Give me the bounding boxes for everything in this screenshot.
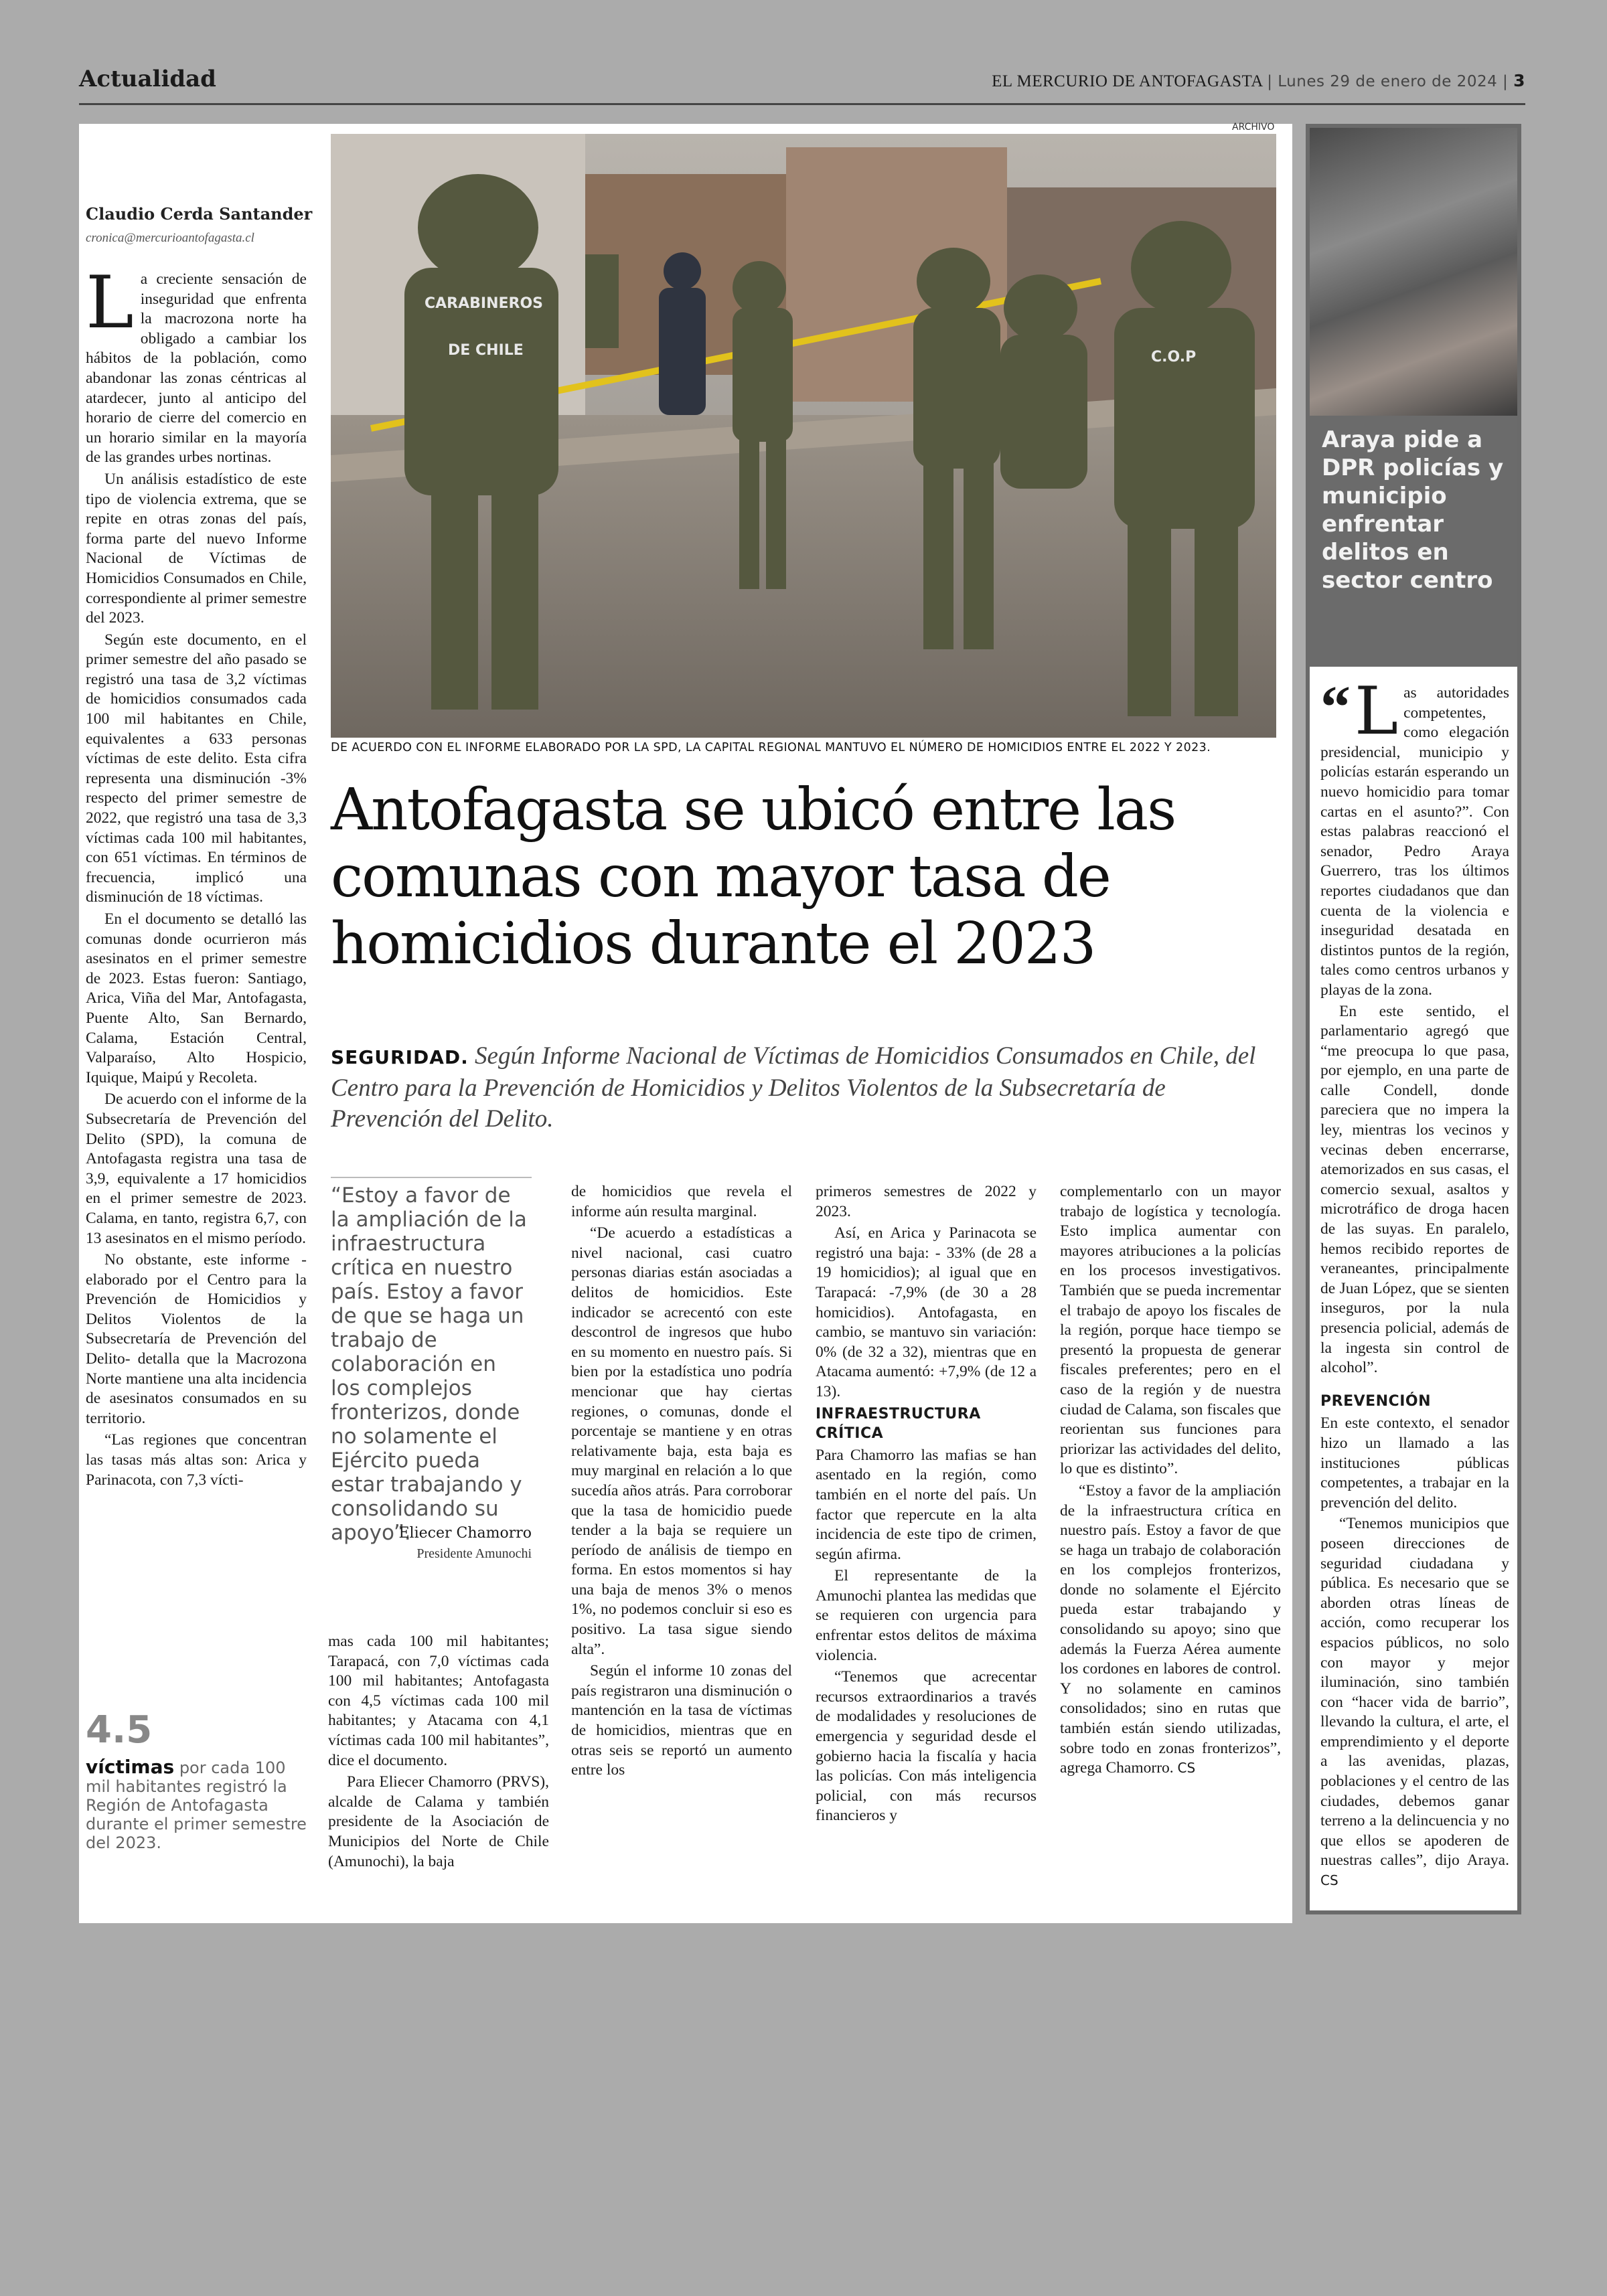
svg-text:CARABINEROS: CARABINEROS xyxy=(425,295,544,312)
article-column-5: complementarlo con un mayor trabajo de logística y tecnología. Esto implica aumentar con mayores atribuciones a la policías en los procesos investigativos. También que se pueda incrementar el trabajo de apoyo los fiscales de la región, porque hace tiempo se presentó la propuesta de generar fiscales preferentes; pero en el caso de la región y de nuestra ciudad de Calama, son fiscales que reorientan sus funciones para priorizar las actividades del delito, lo que es distinto”. “Estoy a favor de la ampliación de la infraestructura crítica en nuestro país. Estoy a favor de que se haga un trabajo de colaboración en los complejos fronterizos, donde no solamente el Ejército pueda estar trabajando y consolidando su apoyo; sino que además la Fuerza Aérea aumente los cordones en labores de control. Y no solamente en caminos consolidados; sino en rutas que también están siendo utilizadas, sobre todo en zonas fronterizos”, agrega Chamorro. CS xyxy=(1060,1183,1281,1777)
author-name: Claudio Cerda Santander xyxy=(86,204,313,224)
article-column-2: mas cada 100 mil habitantes; Tarapacá, con 7,0 víctimas cada 100 mil habitantes; Antofagasta con 4,5 víctimas cada 100 mil habitantes; y Atacama con 4,1 víctimas cada 100 mil habitantes”, dice el documento. Para Eliecer Chamorro (PRVS), alcalde de Calama y también presidente de la Asociación de Municipios del Norte de Chile (Amunochi), la baja xyxy=(328,1633,549,1870)
headline: Antofagasta se ubicó entre las comunas con mayor tasa de homicidios durante el 2023 xyxy=(331,776,1176,977)
main-photo xyxy=(331,134,1276,738)
article-column-1: La creciente sensación de inseguridad que enfrenta la macrozona norte ha obligado a cambiar los hábitos de la población, como abandonar las zonas céntricas al atardecer, junto al anticipo del horario de cierre del comercio en un horario similar en la mayoría de las grandes urbes nortinas. Un análisis estadístico de este tipo de violencia extrema, que se repite en otras zonas del país, forma parte del nuevo Informe Nacional de Víctimas de Homicidios Consumados en Chile, correspondiente al primer semestre del 2023. Según este documento, en el primer semestre del año pasado se registró una tasa de 3,2 víctimas de homicidios consumados cada 100 mil habitantes en Chile, equivalentes a 633 personas víctimas de este delito. Esta cifra representa una disminución -3% respecto del primer semestre de 2022, que registró una tasa de 3,3 víctimas cada 100 mil habitantes, con 651 víctimas. En términos de frecuencia, implicó una disminución de 18 víctimas. En el documento se detalló las comunas donde ocurrieron más asesinatos en el primer semestre de 2023. Estas fueron: Santiago, Arica, Viña del Mar, Antofagasta, Puente Alto, San Bernardo, Calama, Estación Central, Valparaíso, Alto Hospicio, Iquique, Maipú y Recoleta. De acuerdo con el informe de la Subsecretaría de Prevención del Delito (SPD), la comuna de Antofagasta registra una tasa de 3,9, equivalente a 17 homicidios en el primer semestre de 2023. Calama, en tanto, registra 6,7, con 13 asesinatos en el mismo período. No obstante, este informe - elaborado por el Centro para la Prevención de Homicidios y Delitos Violentos de la Subsecretaría de Prevención del Delito- detalla que la Macrozona Norte mantiene una alta incidencia de asesinatos consumados en su territorio. “Las regiones que concentran las tasas más altas son: Arica y Parinacota, con 7,3 vícti- xyxy=(86,261,307,1489)
page-header xyxy=(79,62,1525,105)
masthead: EL MERCURIO DE ANTOFAGASTA | Lunes 29 de enero de 2024 | 3 xyxy=(992,71,1525,90)
police-scene-image xyxy=(331,134,1276,738)
stat-word: víctimas xyxy=(86,1756,175,1778)
sidebar-article xyxy=(1306,124,1521,1914)
dek xyxy=(331,1041,1282,1135)
sidebar-subhead: PREVENCIÓN xyxy=(1320,1392,1432,1410)
sidebar-end-mark: CS xyxy=(1320,1872,1338,1889)
end-mark: CS xyxy=(1177,1760,1196,1777)
page-number: 3 xyxy=(1513,71,1525,90)
issue-date: Lunes 29 de enero de 2024 xyxy=(1278,73,1498,90)
svg-text:C.O.P: C.O.P xyxy=(1151,349,1197,365)
section-label: Actualidad xyxy=(79,66,216,92)
newspaper-name: EL MERCURIO DE ANTOFAGASTA xyxy=(992,72,1263,90)
dek-text: Según Informe Nacional de Víctimas de Homicidios Consumados en Chile, del Centro para la Prevención de Homicidios y Delitos Violentos de la Subsecretaría de Prevención del Delito. xyxy=(331,1042,1256,1133)
sidebar-drop-cap: L xyxy=(1355,673,1399,750)
pull-quote: “Estoy a favor de la ampliación de la infraestructura crítica en nuestro país. Estoy a favor de que se haga un trabajo de colaboración en los complejos fronterizos, donde no solamente el Ejército pueda estar trabajando y consolidando su apoyo”. xyxy=(331,1177,532,1545)
article-column-3: de homicidios que revela el informe aún resulta marginal. “De acuerdo a estadísticas a nivel nacional, casi cuatro personas diarias están asociadas a delitos de homicidios. Este indicador se acrecentó con este descontrol de ingresos que hubo en su momento en nuestro país. Si bien por la estadística uno podría mencionar que hay ciertas regiones, o comunas, donde el porcentaje se mantiene y en otras relativamente baja, esta baja es muy marginal en relación a lo que sucedía años atrás. Para corroborar que la tasa de homicidio puede tender a la baja se requiere un período de análisis de tiempo en forma. En estos momentos si hay una baja de menos 3% o menos 1%, no podemos concluir si eso es positivo. La tasa sigue siendo alta”. Según el informe 10 zonas del país registraron una disminución o mantención en la tasa de víctimas de homicidios, mientras que en otras seis se reportó un aumento entre los xyxy=(571,1183,792,1779)
svg-text:DE CHILE: DE CHILE xyxy=(448,342,524,359)
sidebar-body: “ L as autoridades competentes, como elegación presidencial, municipio y policías estarán esperando un nuevo homicidio para tomar cartas en el asunto?”. Con estas palabras reaccionó el senador, Pedro Araya Guerrero, tras los últimos reportes ciudadanos que dan cuenta de la violencia e inseguridad desatada en distintos puntos de la región, tales como centros urbanos y playas de la zona. En este sentido, el parlamentario agregó que “me preocupa lo que pasa, por ejemplo, en una parte de calle Condell, donde pareciera que no impera la ley, mientras los vecinos y vecinas deben encerrarse, atemorizados en sus casas, el comercio sexual, asaltos y microtráfico de droga hacen de las suyas. En paralelo, hemos recibido reportes de veraneantes, principalmente de Juan López, que se sienten inseguros, por la nula presencia policial, además de la ingesta sin control de alcohol”. PREVENCIÓN En este contexto, el senador hizo un llamado a las instituciones públicas competentes, a trabajar en la prevención del delito. “Tenemos municipios que poseen direcciones de seguridad ciudadana y pública. Es necesario que se aborden otras líneas de acción, como recuperar los espacios públicos, no solo con mayor y mejor iluminación, sino también con “hacer vida de barrio”, llevando la cultura, el arte, el emprendimiento y el deporte a las avenidas, plazas, poblaciones y el centro de las ciudades, debemos ganar terreno a la delincuencia y no que ellos se apoderen de nuestras calles”, dijo Araya. CS xyxy=(1320,673,1509,1889)
sidebar-headline: Araya pide a DPR policías y municipio enfrentar delitos en sector centro xyxy=(1322,426,1504,594)
quote-role: Presidente Amunochi xyxy=(416,1546,532,1561)
subhead-infraestructura: INFRAESTRUCTURA CRÍTICA xyxy=(816,1405,981,1443)
author-email[interactable]: cronica@mercurioantofagasta.cl xyxy=(86,231,254,245)
drop-cap: L xyxy=(86,261,134,345)
stat-text: por cada 100 mil habitantes registró la Región de Antofagasta durante el primer semestre del 2023. xyxy=(86,1758,307,1852)
dek-label: SEGURIDAD. xyxy=(331,1046,469,1068)
photo-caption: DE ACUERDO CON EL INFORME ELABORADO POR LA SPD, LA CAPITAL REGIONAL MANTUVO EL NÚMERO DE HOMICIDIOS ENTRE EL 2022 Y 2023. xyxy=(331,741,1211,754)
sidebar-photo xyxy=(1310,128,1517,416)
article-column-4: primeros semestres de 2022 y 2023. Así, en Arica y Parinacota se registró una baja: - 33% (de 28 a 19 homicidios); al igual que en Tarapacá: -7,9% (de 30 a 28 homicidios). Antofagasta, en cambio, se mantuvo sin variación: 0% (de 32 a 32), mientras que en Atacama aumentó: +7,9% (de 12 a 13). INFRAESTRUCTURA CRÍTICA Para Chamorro las mafias se han asentado en la región, como también en el norte del país. Un factor que repercute en la alta incidencia de este tipo de crimen, según afirma. El representante de la Amunochi plantea las medidas que se requieren con urgencia para enfrentar estos delitos de máxima violencia. “Tenemos que acrecentar recursos extraordinarios a través de modalidades y resoluciones de emergencia y seguridad desde el gobierno hacia la fiscalía y hacia las policías. Con más inteligencia policial, con más recursos financieros y xyxy=(816,1183,1037,1825)
quote-author: Eliecer Chamorro xyxy=(398,1525,532,1542)
stat-number: 4.5 xyxy=(86,1708,153,1752)
stat-label xyxy=(86,1758,310,1852)
quote-icon: “ xyxy=(1320,674,1351,740)
photo-credit: ARCHIVO xyxy=(1232,122,1275,133)
